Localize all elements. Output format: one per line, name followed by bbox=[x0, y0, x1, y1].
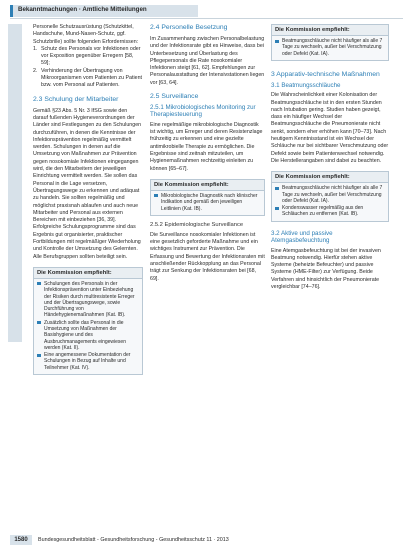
recommendation-item bbox=[154, 193, 261, 212]
recommendation-box-title: Die Kommission empfiehlt: bbox=[272, 172, 388, 183]
page-footer bbox=[10, 535, 403, 545]
column-2 bbox=[150, 24, 265, 283]
recommendation-item bbox=[37, 320, 139, 351]
recommendation-box-title: Die Kommission empfiehlt: bbox=[151, 180, 264, 191]
recommendation-box-title: Die Kommission empfiehlt: bbox=[34, 268, 142, 279]
section-heading-2-5-1: 2.5.1 Mikrobiologisches Monitoring zur Therapiesteuerung bbox=[150, 104, 256, 119]
recommendation-text: Kondenswasser regelmäßig aus den Schläuchen zu entfernen (Kat. IB). bbox=[282, 205, 364, 218]
recommendation-box bbox=[33, 267, 143, 375]
recommendation-text: Schulungen des Personals in der Infektionsprävention unter Einbeziehung der Risiken durch multiresistente Erreger und der Übertragungswege, sowie Durchführung von Händehygienemaßnahmen (Kat. IB). bbox=[44, 280, 135, 319]
list-item-number: 2. bbox=[33, 67, 38, 74]
footer-journal-text: Bundesgesundheitsblatt - Gesundheitsforschung - Gesundheitsschutz 11 · 2013 bbox=[38, 537, 229, 543]
section-heading-2-3: 2.3 Schulung der Mitarbeiter bbox=[33, 95, 119, 103]
page-number: 1580 bbox=[10, 535, 32, 545]
margin-strip bbox=[8, 24, 22, 342]
section-heading-3-1: 3.1 Beatmungsschläuche bbox=[271, 81, 341, 89]
list-item-text: Schutz des Personals vor Infektionen oder vor Exposition gegenüber Erregern [58, 59]; bbox=[41, 45, 141, 67]
column-3 bbox=[271, 24, 389, 291]
bullet-square-icon bbox=[37, 354, 41, 357]
recommendation-text: Mikrobiologische Diagnostik nach klinischer Indikation und gemäß den jeweiligen Leitlinien (Kat. IB). bbox=[161, 192, 258, 212]
recommendation-box-body bbox=[272, 183, 388, 220]
column-1 bbox=[33, 24, 143, 375]
bullet-square-icon bbox=[275, 187, 279, 190]
bullet-square-icon bbox=[275, 207, 279, 210]
recommendation-box bbox=[271, 171, 389, 221]
section-heading-2-5: 2.5 Surveillance bbox=[150, 93, 199, 101]
section-heading-3-2: 3.2 Aktive und passive Atemgasbefeuchtung bbox=[271, 229, 333, 245]
running-header bbox=[10, 5, 198, 17]
list-item bbox=[33, 46, 143, 68]
recommendation-item bbox=[275, 205, 385, 218]
list-item-text: Verhinderung der Übertragung von Mikroorganismen vom Patienten zu Patient bzw. vom Personal auf Patienten. bbox=[41, 67, 142, 89]
section-heading-3: 3 Apparativ-technische Maßnahmen bbox=[271, 70, 380, 78]
paragraph-3-2: Eine Atemgasbefeuchtung ist bei der invasiven Beatmung notwendig. Hierfür stehen aktive Systeme (beheizte Befeuchter) und passive Systeme (HME-Filter) zur Verfügung. Beide Verfahren sind hinsichtlich der Pneumonierate vergleichbar [74–76]. bbox=[271, 247, 381, 291]
recommendation-item bbox=[275, 38, 385, 57]
bullet-square-icon bbox=[154, 194, 158, 197]
section-heading-2-4: 2.4 Personelle Besetzung bbox=[150, 24, 228, 31]
recommendation-item bbox=[37, 281, 139, 319]
paragraph-2-5-1: Eine regelmäßige mikrobiologische Diagnostik ist wichtig, um Erreger und deren Resistenzlage frühzeitig zu erkennen und eine gezielte antimikrobielle Therapie zu ermöglichen. Die Ergebnisse sind zeitnah mitzuteilen, um Hygienemaßnahmen rechtzeitig einleiten zu können [65–67]. bbox=[150, 121, 263, 172]
recommendation-box-title: Die Kommission empfiehlt: bbox=[272, 25, 388, 36]
bullet-square-icon bbox=[37, 321, 41, 324]
recommendation-box bbox=[271, 24, 389, 61]
header-rule bbox=[10, 18, 403, 19]
paragraph-intro: Personelle Schutzausrüstung (Schutzkittel, Handschuhe, Mund-Nasen-Schutz, ggf. Schutzbrille) sollte folgenden Erfordernissen: bbox=[33, 24, 139, 45]
bullet-square-icon bbox=[275, 40, 279, 43]
recommendation-text: Beatmungsschläuche nicht häufiger als alle 7 Tage zu wechseln, außer bei Verschmutzung oder Defekt (Kat. IA). bbox=[282, 38, 383, 57]
section-heading-2-5-2: 2.5.2 Epidemiologische Surveillance bbox=[150, 221, 244, 228]
recommendation-item bbox=[275, 185, 385, 204]
recommendation-text: Zusätzlich sollte das Personal in die Umsetzung von Maßnahmen der Basishygiene und des Ausbruchmanagements eingewiesen werden (Kat. II). bbox=[44, 319, 126, 351]
recommendation-box-body bbox=[272, 36, 388, 60]
bullet-square-icon bbox=[37, 282, 41, 285]
list-item bbox=[33, 68, 143, 90]
running-header-title: Bekanntmachungen · Amtliche Mitteilungen bbox=[18, 6, 147, 13]
recommendation-box-body bbox=[34, 279, 142, 374]
recommendation-item bbox=[37, 352, 139, 371]
paragraph-2-5-2: Die Surveillance nosokomialer Infektionen ist eine gesetzlich geforderte Maßnahme und ein wichtiges Instrument zur Prävention. Die Erfassung und Bewertung der Infektionsraten mit anschließender Rückkopplung an das Personal trägt zur Senkung der Infektionsraten bei [68, 69]. bbox=[150, 231, 265, 282]
paragraph-2-4: Im Zusammenhang zwischen Personalbelastung und der Infektionsrate gibt es Hinweise, dass bei Unterbesetzung und Überlastung des Pflegepersonals die Rate nosokomialer Infektionen steigt [61, 62]. Empfehlungen zur Personalausstattung der Intensivstationen liegen vor [63, 64]. bbox=[150, 36, 265, 86]
paragraph-2-3: Gemäß §23 Abs. 5 Nr. 3 IfSG sowie den darauf fußenden Hygieneverordnungen der Länder sind Festlegungen zu den Schulungen durchzuführen, in denen die Kenntnisse der Infektionsprävention regelmäßig vermittelt werden. Schulungen in denen auf die Umsetzung von Maßnahmen zur Prävention gegen nosokomiale Infektionen eingegangen wird, die den Mitarbeitern der jeweiligen Einrichtung vermittelt werden. Sie sollen das Personal in die Lage versetzen, Übertragungswege zu erkennen und adäquat zu handeln. Sie sollten regelmäßig und möglichst praxisnah ablaufen und auch neue Mitarbeiter und Personal aus externen Bereichen mit einbeziehen [36, 39]. Erfolgreiche Schulungsprogramme sind das Ergebnis gut organisierter, praktischer Fortbildungen mit regelmäßiger Wiederholung und Kontrolle der Umsetzung des Gelernten. Alle Berufsgruppen sollten beteiligt sein. bbox=[33, 107, 142, 260]
recommendation-text: Beatmungsschläuche nicht häufiger als alle 7 Tage zu wechseln, außer bei Verschmutzung oder Defekt (Kat. IA). bbox=[282, 185, 383, 204]
recommendation-text: Eine angemessene Dokumentation der Schulungen in Bezug auf Inhalte und Teilnehmer (Kat. IV). bbox=[44, 352, 131, 371]
recommendation-box bbox=[150, 179, 265, 216]
paragraph-3-1: Die Wahrscheinlichkeit einer Kolonisation der Beatmungsschläuche ist in den ersten Stunden nach Intubation gering. Studien haben gezeigt, dass ein häufiger Wechsel der Beatmungsschläuche die Pneumonierate nicht senkt, sondern eher erhöhen kann [70–73]. Nach heutigem Kenntnisstand ist ein Wechsel der Schläuche nur bei sichtbarer Verschmutzung oder Defekt sowie beim Patientenwechsel notwendig. Die Herstellerangaben sind dabei zu beachten. bbox=[271, 92, 389, 164]
list-item-number: 1. bbox=[33, 45, 38, 52]
recommendation-box-body bbox=[151, 191, 264, 215]
